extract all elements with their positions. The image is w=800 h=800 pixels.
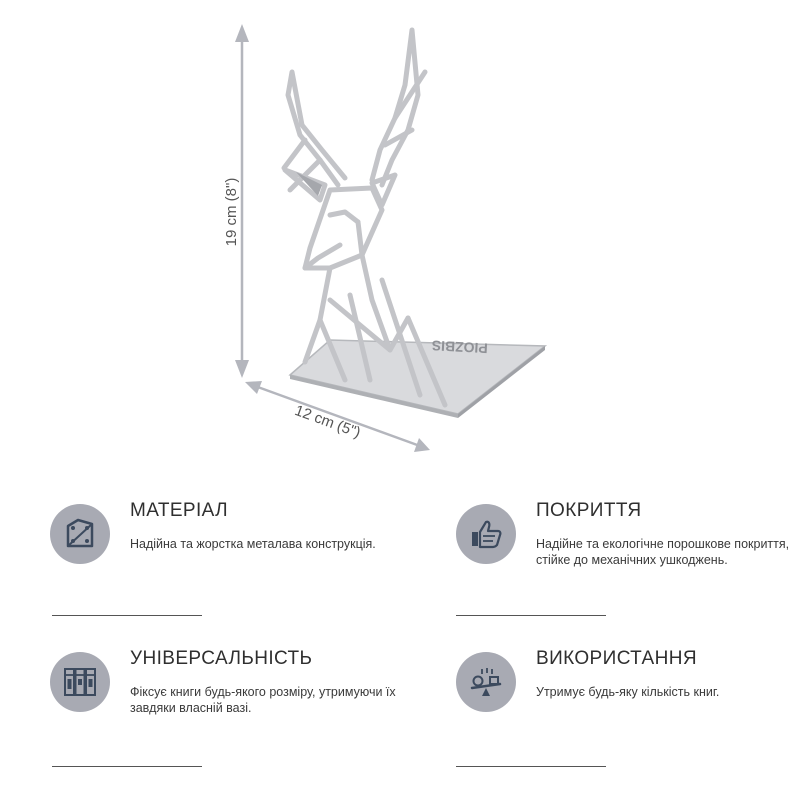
feature-material-icon-circle (50, 504, 110, 564)
divider-1 (52, 615, 202, 616)
divider-3 (52, 766, 202, 767)
height-label: 19 cm (8") (223, 177, 240, 247)
deer-silhouette (284, 30, 445, 405)
divider-2 (456, 615, 606, 616)
feature-universality-desc: Фіксує книги будь-якого розміру, утримуючи їх завдяки власній вазі. (130, 685, 396, 715)
feature-material-desc: Надійна та жорстка металава конструкція. (130, 537, 376, 551)
feature-universality-icon-circle (50, 652, 110, 712)
feature-usage-icon-circle (456, 652, 516, 712)
feature-coating-icon-circle (456, 504, 516, 564)
feature-material-title: МАТЕРІАЛ (130, 500, 229, 521)
width-label: 12 cm (5") (292, 402, 363, 442)
feature-universality-title: УНІВЕРСАЛЬНІСТЬ (130, 648, 313, 669)
feature-usage-desc: Утримує будь-яку кількість книг. (536, 685, 720, 699)
metal-plate-icon (62, 516, 98, 552)
coating-thumbs-up-icon (468, 516, 504, 552)
feature-usage-title: ВИКОРИСТАННЯ (536, 648, 697, 669)
books-icon (62, 664, 98, 700)
divider-4 (456, 766, 606, 767)
balance-icon (468, 664, 504, 700)
brand-engraving: PIOZBIS (431, 337, 489, 357)
feature-coating-desc: Надійне та екологічне порошкове покриття, стійке до механічних ушкоджень. (536, 537, 790, 567)
bookend-base (290, 338, 545, 418)
feature-coating-title: ПОКРИТТЯ (536, 500, 642, 521)
